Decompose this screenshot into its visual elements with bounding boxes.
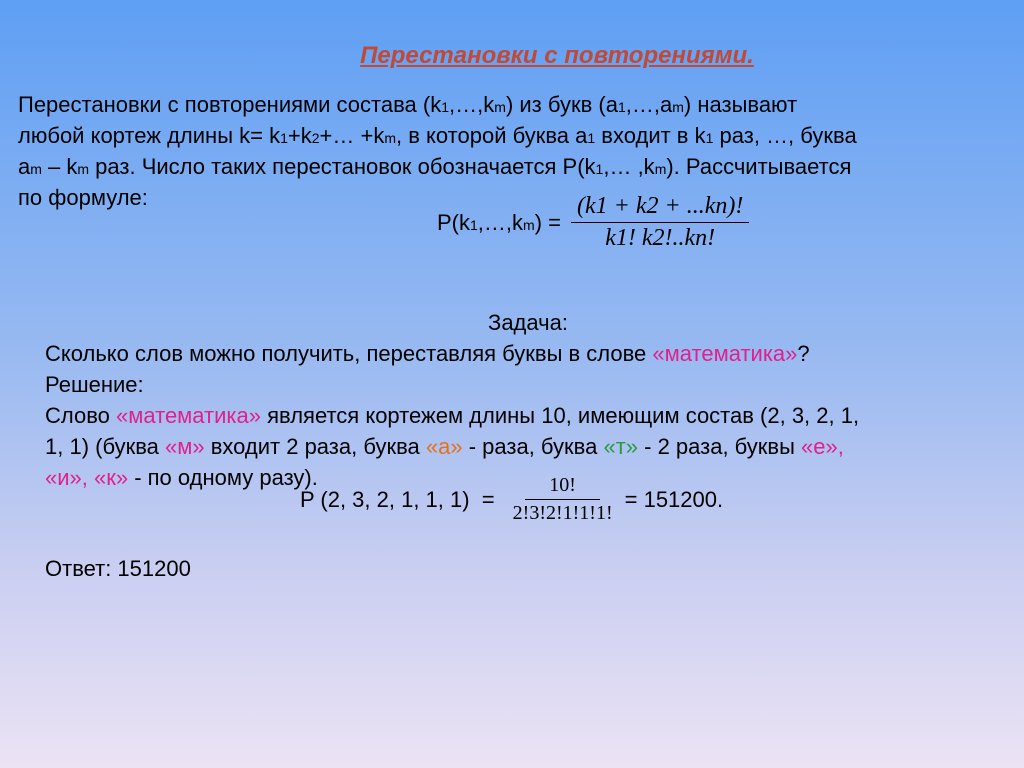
calculation-numerator: 10!	[525, 474, 600, 500]
formula-fraction	[571, 193, 749, 252]
calculation-formula	[300, 474, 723, 525]
solution-line-1: Слово «математика» является кортежем длины 10, имеющим состав (2, 3, 2, 1,	[45, 403, 860, 428]
definition-line-3: аm – km раз. Число таких перестановок обозначается P(k1,… ,km). Рассчитывается	[18, 154, 852, 179]
calculation-result: = 151200.	[624, 486, 724, 512]
calculation-fraction	[507, 474, 619, 525]
definition-line-2: любой кортеж длины k= k1+k2+… +km, в которой буква а1 входит в k1 раз, …, буква	[18, 123, 857, 148]
calculation-denominator: 2!3!2!1!1!1!	[512, 502, 613, 524]
formula-lhs: P(k1,…,km) =	[437, 209, 561, 235]
solution-line-2: 1, 1) (буква «м» входит 2 раза, буква «а» - раза, буква «т» - 2 раза, буквы «е»,	[45, 434, 844, 459]
formula-denominator: k1! k2!..kn!	[605, 225, 716, 251]
slide-title: Перестановки с повторениями.	[360, 42, 754, 69]
solution-line-3: «и», «к» - по одному разу).	[45, 465, 318, 490]
definition-line-1: Перестановки с повторениями состава (k1,…,km) из букв (а1,…,аm) называют	[18, 92, 798, 117]
task-question: Сколько слов можно получить, переставляя буквы в слове «математика»?	[45, 341, 810, 366]
formula-numerator: (k1 + k2 + ...kn)!	[571, 193, 749, 223]
task-heading: Задача:	[488, 310, 568, 335]
answer-text: Ответ: 151200	[45, 556, 191, 581]
definition-line-4: по формуле:	[18, 185, 148, 210]
permutation-formula	[437, 193, 749, 252]
calculation-lhs: P (2, 3, 2, 1, 1, 1) =	[300, 486, 495, 512]
solution-label: Решение:	[45, 372, 144, 397]
